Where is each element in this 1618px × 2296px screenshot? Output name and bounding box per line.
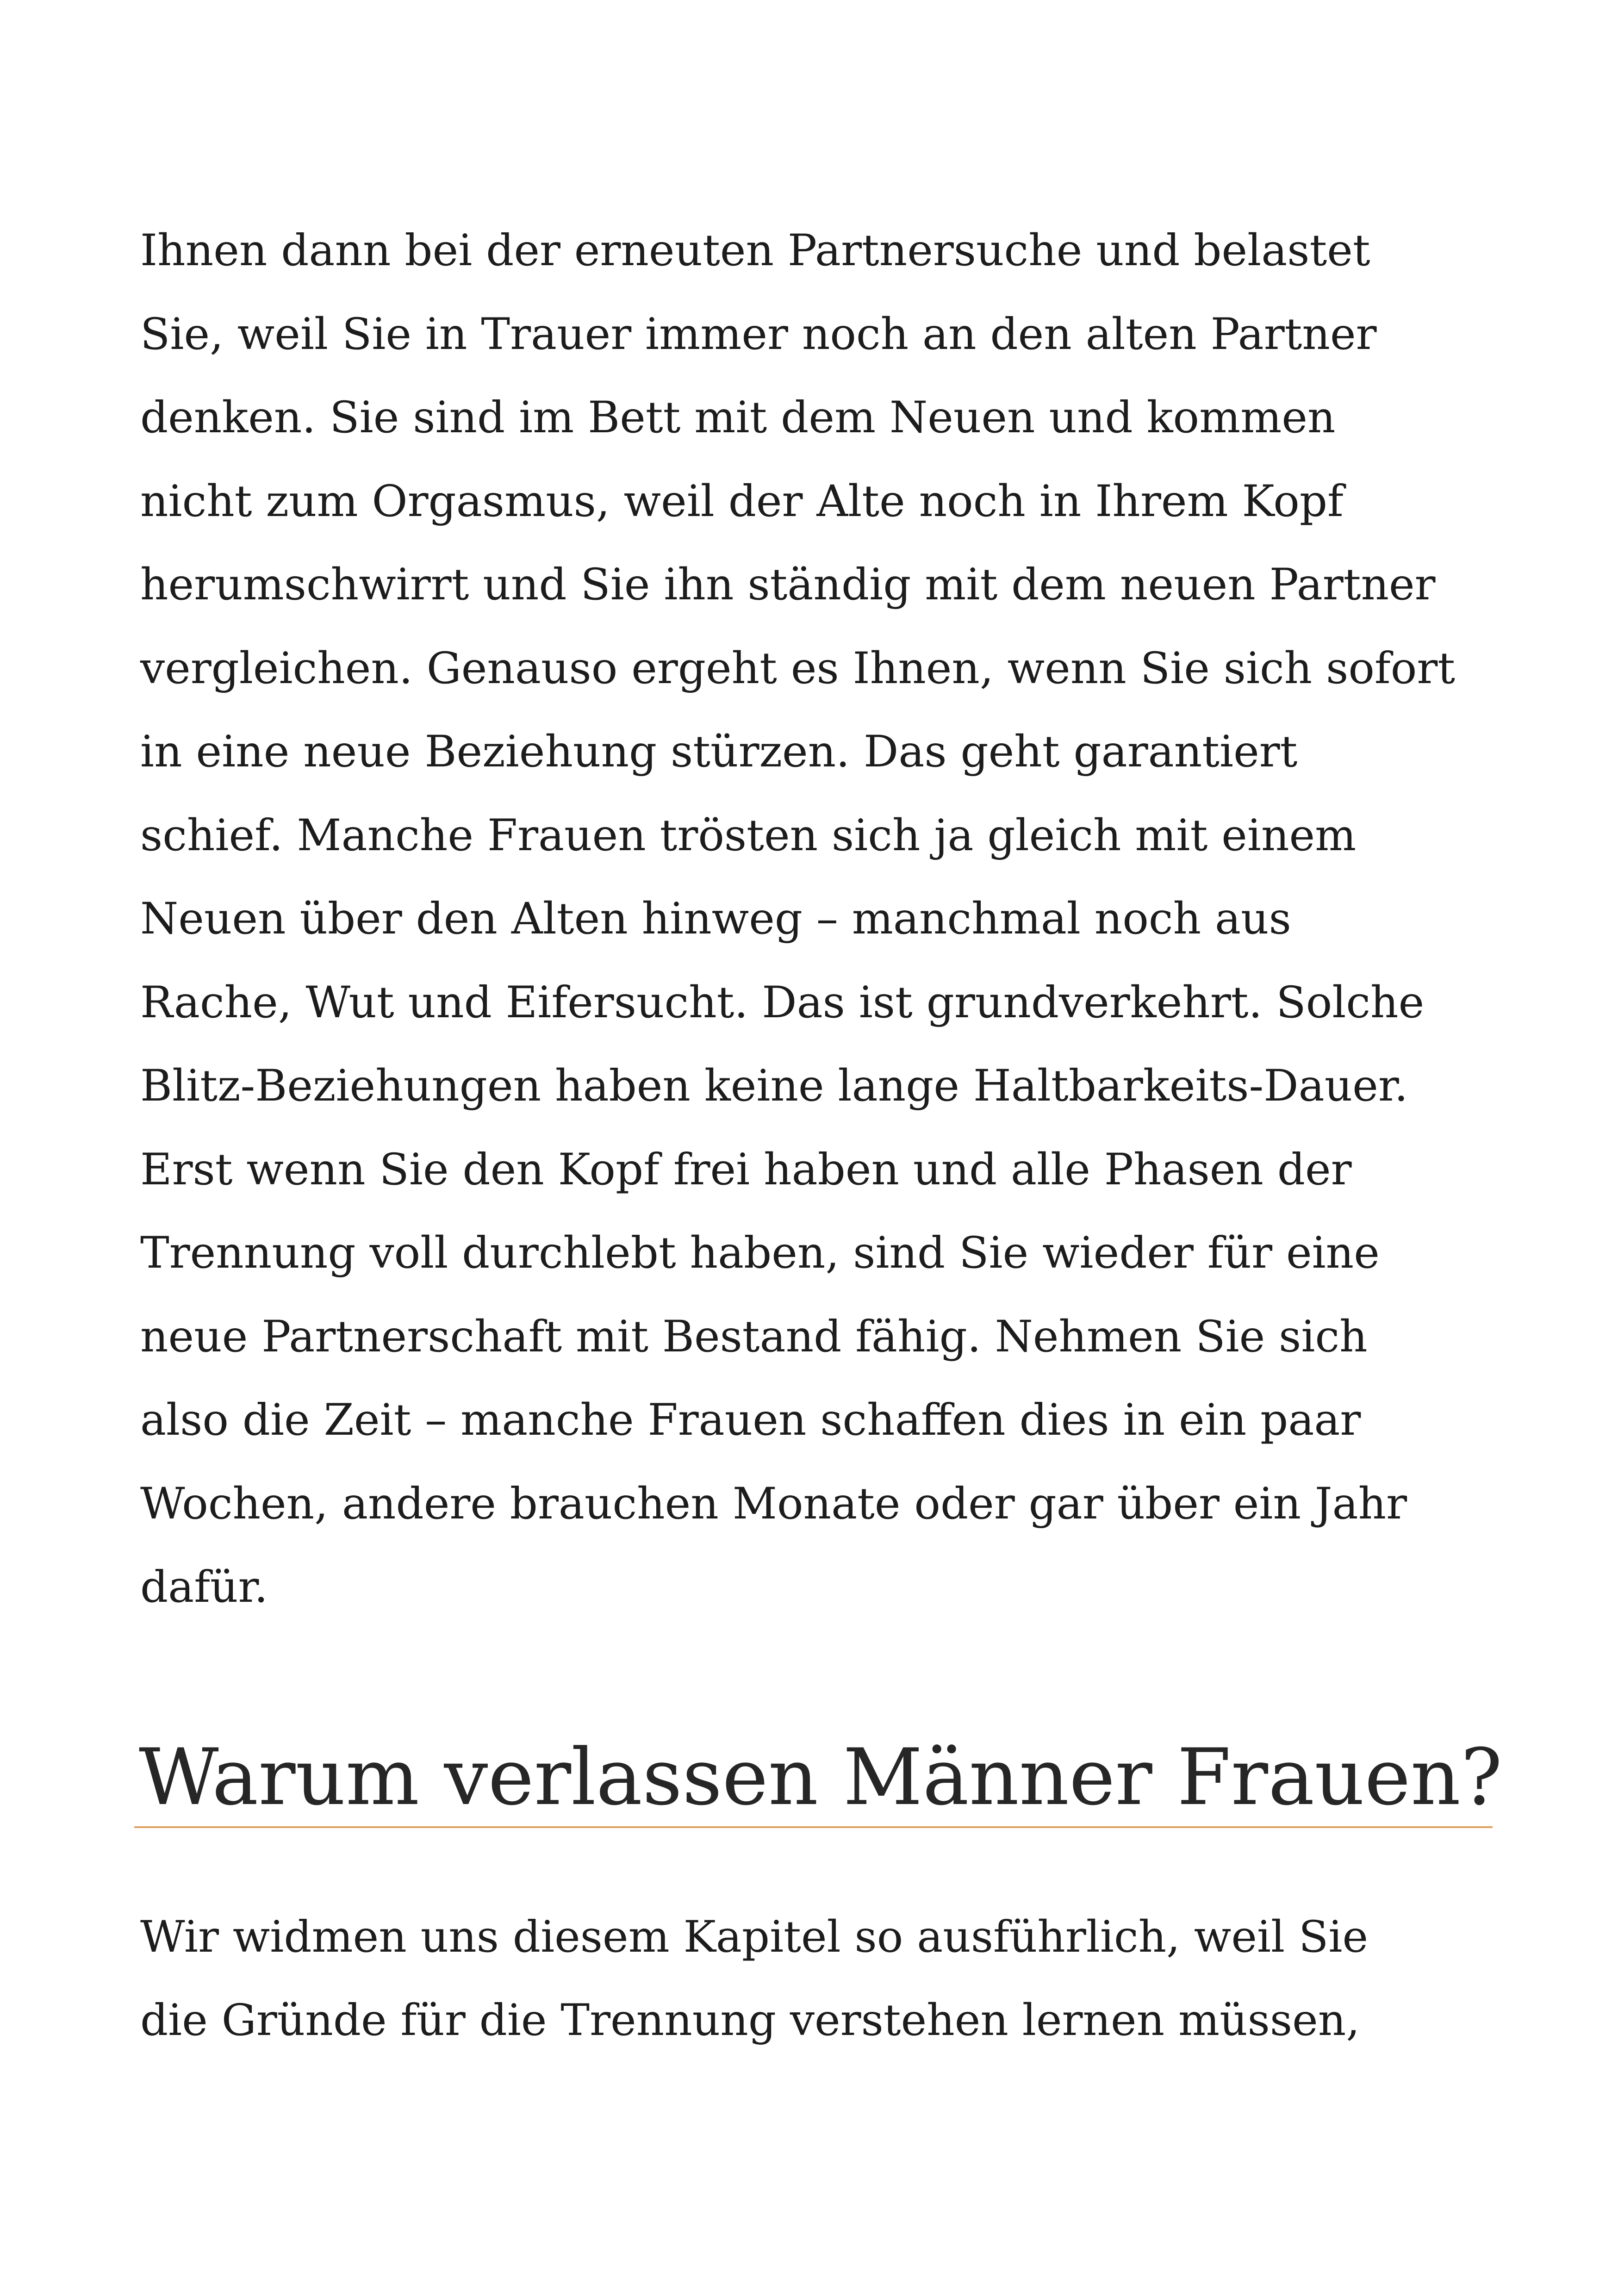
body-text-line: herumschwirrt und Sie ihn ständig mit dem neuen Partner xyxy=(140,560,1436,610)
body-text-line: also die Zeit – manche Frauen schaffen dies in ein paar xyxy=(140,1395,1361,1445)
body-text-line: Blitz-Beziehungen haben keine lange Haltbarkeits-Dauer. xyxy=(140,1061,1408,1111)
body-text-line: schief. Manche Frauen trösten sich ja gleich mit einem xyxy=(140,810,1357,861)
body-text-line: dafür. xyxy=(140,1562,268,1612)
body-text-line: Rache, Wut und Eifersucht. Das ist grundverkehrt. Solche xyxy=(140,977,1425,1028)
body-text-line: in eine neue Beziehung stürzen. Das geht garantiert xyxy=(140,727,1298,777)
body-text-line: Neuen über den Alten hinweg – manchmal noch aus xyxy=(140,894,1291,944)
body-text-line: die Gründe für die Trennung verstehen lernen müssen, xyxy=(140,1995,1360,2046)
body-text-line: denken. Sie sind im Bett mit dem Neuen und kommen xyxy=(140,392,1336,443)
body-text-line: Sie, weil Sie in Trauer immer noch an den alten Partner xyxy=(140,309,1377,360)
body-text-line: Wochen, andere brauchen Monate oder gar über ein Jahr xyxy=(140,1479,1407,1529)
body-text-line: Ihnen dann bei der erneuten Partnersuche und belastet xyxy=(140,225,1370,276)
body-text-line: Trennung voll durchlebt haben, sind Sie wieder für eine xyxy=(140,1228,1380,1278)
body-text-line: vergleichen. Genauso ergeht es Ihnen, wenn Sie sich sofort xyxy=(140,643,1456,694)
body-text-line: Erst wenn Sie den Kopf frei haben und alle Phasen der xyxy=(140,1145,1352,1195)
heading-underline xyxy=(134,1826,1493,1828)
body-text-line: neue Partnerschaft mit Bestand fähig. Nehmen Sie sich xyxy=(140,1312,1368,1362)
body-text-line: Wir widmen uns diesem Kapitel so ausführlich, weil Sie xyxy=(140,1912,1369,1962)
section-heading: Warum verlassen Männer Frauen? xyxy=(139,1732,1503,1823)
body-text-line: nicht zum Orgasmus, weil der Alte noch in Ihrem Kopf xyxy=(140,476,1344,527)
